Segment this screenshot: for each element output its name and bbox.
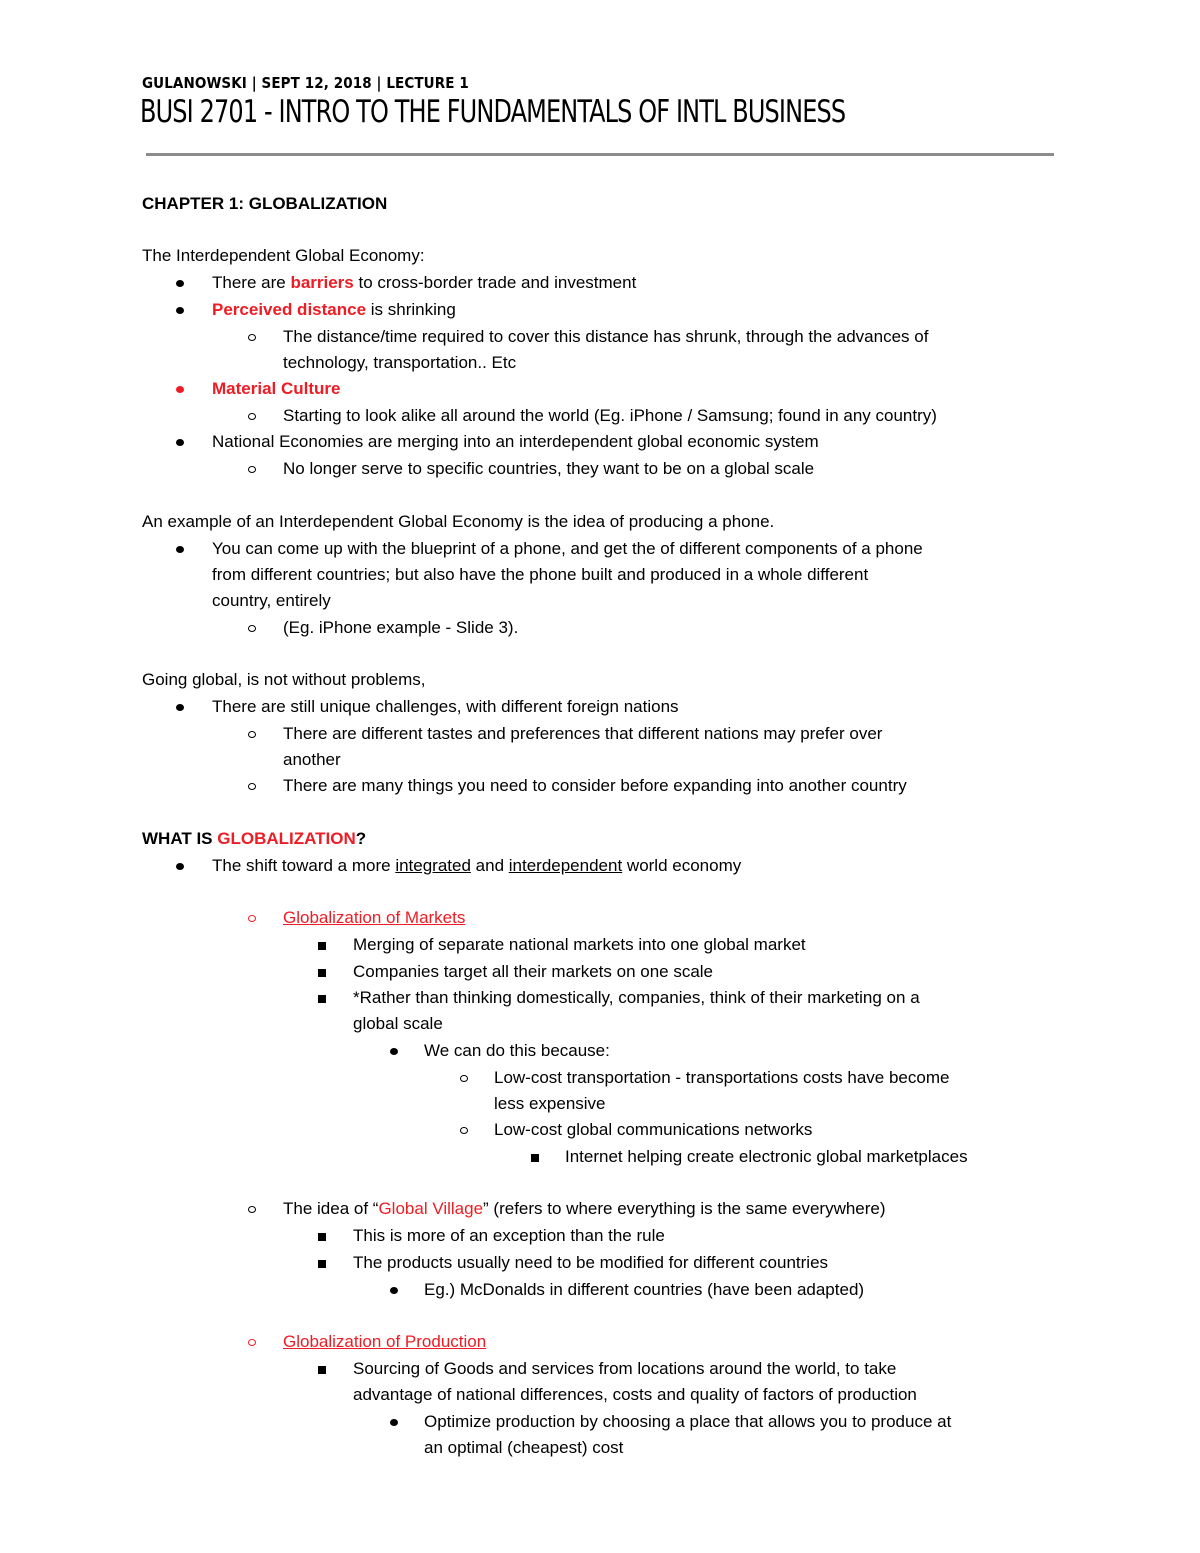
list-item-continuation: less expensive <box>494 1094 606 1113</box>
list-item: Low-cost transportation - transportations costs have become <box>494 1068 950 1087</box>
list-item: Optimize production by choosing a place that allows you to produce at <box>424 1412 952 1431</box>
bullet-circle-icon <box>248 1198 258 1220</box>
bullet-disc-icon <box>176 299 185 321</box>
bullet-circle-icon <box>248 1331 258 1353</box>
bullet-circle-icon <box>248 458 258 480</box>
list-item: There are barriers to cross-border trade and investment <box>212 273 637 292</box>
bullet-disc-icon <box>390 1279 399 1301</box>
list-item-continuation: country, entirely <box>212 591 331 610</box>
list-item: Material Culture <box>212 379 341 398</box>
bullet-circle-icon <box>248 617 258 639</box>
bullet-square-icon <box>318 987 328 1009</box>
bullet-circle-icon <box>460 1119 470 1141</box>
list-item: The products usually need to be modified for different countries <box>353 1253 829 1272</box>
list-item: Sourcing of Goods and services from locations around the world, to take <box>353 1359 897 1378</box>
list-item: There are different tastes and preferences that different nations may prefer over <box>283 724 883 743</box>
bullet-square-icon <box>318 1252 328 1274</box>
list-item: No longer serve to specific countries, they want to be on a global scale <box>283 459 815 478</box>
bullet-circle-icon <box>248 326 258 348</box>
list-item-continuation: technology, transportation.. Etc <box>283 353 517 372</box>
list-item: There are still unique challenges, with different foreign nations <box>212 697 679 716</box>
bullet-circle-icon <box>248 775 258 797</box>
list-item-continuation: an optimal (cheapest) cost <box>424 1438 624 1457</box>
bullet-disc-icon <box>176 431 185 453</box>
list-item: Eg.) McDonalds in different countries (have been adapted) <box>424 1280 865 1299</box>
section-heading: Going global, is not without problems, <box>142 670 426 689</box>
bullet-circle-icon <box>460 1067 470 1089</box>
section-heading: WHAT IS GLOBALIZATION? <box>142 829 367 848</box>
bullet-square-icon <box>318 934 328 956</box>
list-item: Starting to look alike all around the world (Eg. iPhone / Samsung; found in any country) <box>283 406 937 425</box>
bullet-disc-icon <box>390 1411 399 1433</box>
list-item: We can do this because: <box>424 1041 610 1060</box>
list-item: National Economies are merging into an interdependent global economic system <box>212 432 819 451</box>
bullet-disc-icon <box>176 855 185 877</box>
list-item: (Eg. iPhone example - Slide 3). <box>283 618 519 637</box>
subsection-title: Globalization of Production <box>283 1332 487 1351</box>
list-item: The shift toward a more integrated and interdependent world economy <box>212 856 742 875</box>
list-item: Perceived distance is shrinking <box>212 300 456 319</box>
bullet-square-icon <box>531 1146 541 1168</box>
bullet-circle-icon <box>248 405 258 427</box>
bullet-square-icon <box>318 961 328 983</box>
bullet-disc-icon <box>176 696 185 718</box>
list-item: This is more of an exception than the rule <box>353 1226 665 1245</box>
list-item: There are many things you need to consider before expanding into another country <box>283 776 907 795</box>
course-title: BUSI 2701 - INTRO TO THE FUNDAMENTALS OF INTL BUSINESS <box>140 94 846 130</box>
section-heading: The Interdependent Global Economy: <box>142 246 425 265</box>
list-item-continuation: from different countries; but also have the phone built and produced in a whole different <box>212 565 869 584</box>
section-heading: An example of an Interdependent Global Economy is the idea of producing a phone. <box>142 512 775 531</box>
bullet-disc-icon <box>176 272 185 294</box>
bullet-square-icon <box>318 1358 328 1380</box>
list-item: Internet helping create electronic global marketplaces <box>565 1147 968 1166</box>
list-item: *Rather than thinking domestically, companies, think of their marketing on a <box>353 988 920 1007</box>
bullet-disc-icon <box>176 538 185 560</box>
bullet-disc-icon <box>390 1040 399 1062</box>
bullet-square-icon <box>318 1225 328 1247</box>
lecture-meta: GULANOWSKI | SEPT 12, 2018 | LECTURE 1 <box>142 74 469 92</box>
list-item: You can come up with the blueprint of a phone, and get the of different components of a phone <box>212 539 923 558</box>
header-divider <box>146 153 1054 156</box>
list-item: Merging of separate national markets into one global market <box>353 935 806 954</box>
list-item-continuation: another <box>283 750 341 769</box>
list-item-continuation: global scale <box>353 1014 443 1033</box>
list-item: Companies target all their markets on one scale <box>353 962 714 981</box>
bullet-disc-icon <box>176 378 185 400</box>
subsection-title: Globalization of Markets <box>283 908 466 927</box>
list-item: Low-cost global communications networks <box>494 1120 813 1139</box>
bullet-circle-icon <box>248 723 258 745</box>
list-item: The distance/time required to cover this distance has shrunk, through the advances of <box>283 327 929 346</box>
list-item-continuation: advantage of national differences, costs and quality of factors of production <box>353 1385 917 1404</box>
chapter-heading: CHAPTER 1: GLOBALIZATION <box>142 194 388 213</box>
bullet-circle-icon <box>248 907 258 929</box>
list-item: The idea of “Global Village” (refers to where everything is the same everywhere) <box>283 1199 886 1218</box>
